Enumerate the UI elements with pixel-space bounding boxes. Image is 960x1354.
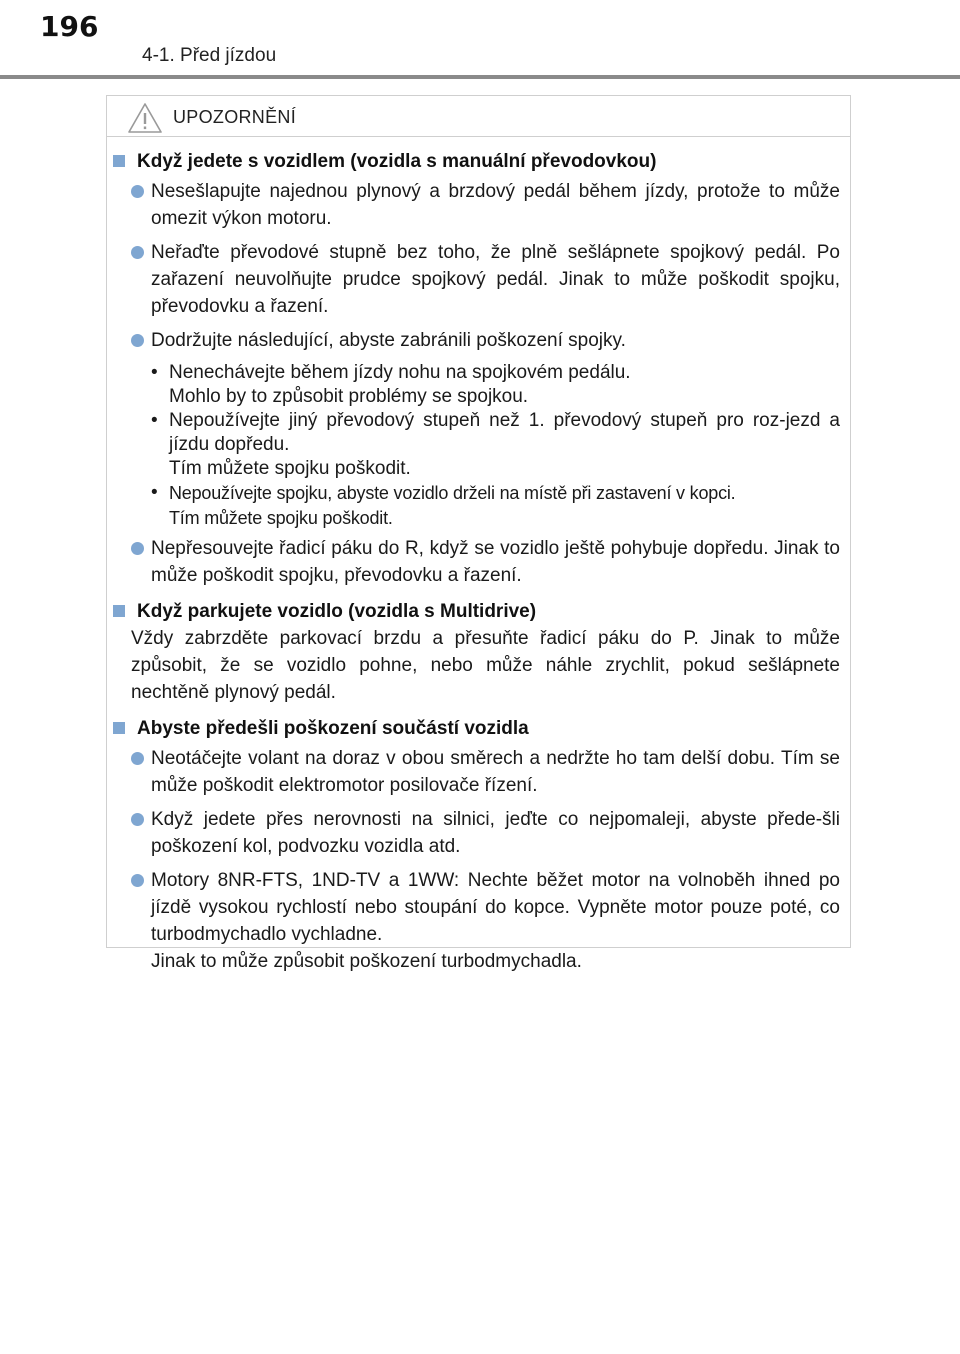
circle-bullet-icon (131, 874, 144, 887)
list-item: Nesešlapujte najednou plynový a brzdový pedál během jízdy, protože to může omezit výkon motoru. (131, 178, 840, 232)
square-bullet-icon (113, 722, 125, 734)
section-title: Když jedete s vozidlem (vozidla s manuální převodovkou) (113, 148, 850, 175)
sub-list-item: • Nepoužívejte spojku, abyste vozidlo drželi na místě při zastavení v kopci. Tím můžete spojku poškodit. (151, 482, 736, 528)
section-vehicle-damage (107, 715, 850, 975)
circle-bullet-icon (131, 246, 144, 259)
header-rule (0, 75, 960, 79)
warning-title: UPOZORNĚNÍ (173, 107, 297, 127)
warning-triangle-icon (127, 102, 163, 134)
list-item: Když jedete přes nerovnosti na silnici, jeďte co nejpomaleji, abyste přede-šli poškození kol, podvozku vozidla atd. (131, 806, 840, 860)
circle-bullet-icon (131, 813, 144, 826)
warning-box (106, 95, 851, 972)
list-item: Motory 8NR-FTS, 1ND-TV a 1WW: Nechte běžet motor na volnoběh ihned po jízdě vysokou rychlostí nebo stoupání do kopce. Vypněte motor pouze poté, co turbodmychadlo vychladne. Jinak to může způsobit poškození turbodmychadla. (131, 867, 840, 975)
list-item: Dodržujte následující, abyste zabránili poškození spojky. (131, 327, 840, 354)
list-item: Nepřesouvejte řadicí páku do R, když se vozidlo ještě pohybuje dopředu. Jinak to může poškodit spojku, převodovku a řazení. (131, 535, 840, 589)
section-title: Abyste předešli poškození součástí vozidla (113, 715, 850, 742)
list-item: Neotáčejte volant na doraz v obou směrech a nedržte ho tam delší dobu. Tím se může poškodit elektromotor posilovače řízení. (131, 745, 840, 799)
page-number: 196 (40, 10, 99, 43)
circle-bullet-icon (131, 752, 144, 765)
circle-bullet-icon (131, 542, 144, 555)
section-parking (107, 598, 850, 706)
square-bullet-icon (113, 155, 125, 167)
warning-header (107, 96, 850, 137)
circle-bullet-icon (131, 185, 144, 198)
section-title: Když parkujete vozidlo (vozidla s Multidrive) (113, 598, 850, 625)
sub-list-item: • Nenechávejte během jízdy nohu na spojkovém pedálu. Mohlo by to způsobit problémy se spojkou. (151, 362, 631, 407)
page-header (0, 0, 960, 80)
square-bullet-icon (113, 605, 125, 617)
warning-body (107, 148, 850, 984)
section-text: Vždy zabrzděte parkovací brzdu a přesuňte řadicí páku do P. Jinak to může způsobit, že se vozidlo pohne, nebo může náhle zrychlit, pokud sešlápnete nechtěně plynový pedál. (131, 628, 840, 703)
sub-list (151, 361, 840, 531)
section-manual-transmission (107, 148, 850, 589)
sub-list-item: • Nepoužívejte jiný převodový stupeň než 1. převodový stupeň pro roz-jezd a jízdu dopředu. Tím můžete spojku poškodit. (151, 410, 840, 479)
list-item: Neřaďte převodové stupně bez toho, že plně sešlápnete spojkový pedál. Po zařazení neuvolňujte prudce spojkový pedál. Jinak to může poškodit spojku, převodovku a řazení. (131, 239, 840, 320)
circle-bullet-icon (131, 334, 144, 347)
chapter-title: 4-1. Před jízdou (142, 45, 277, 66)
